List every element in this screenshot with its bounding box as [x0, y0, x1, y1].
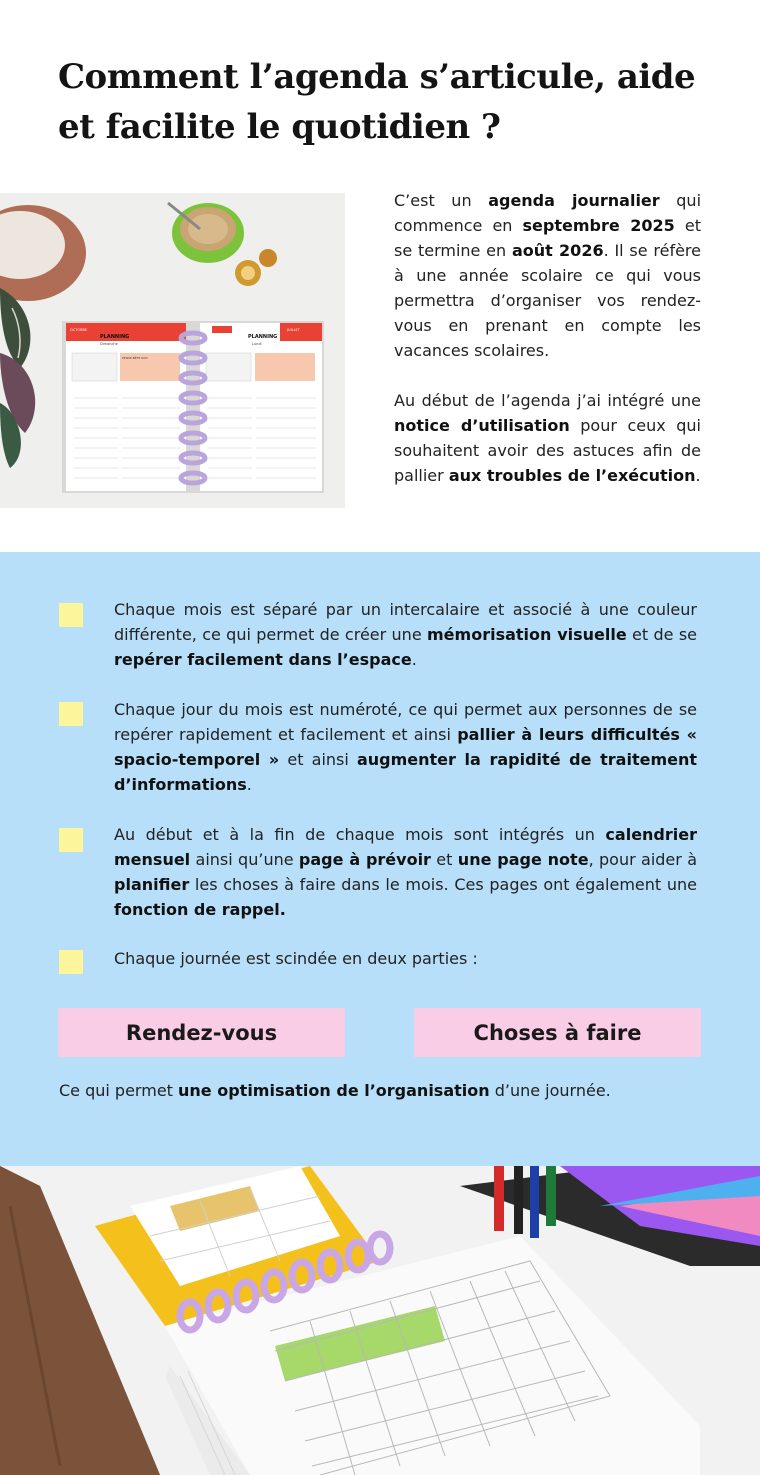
emphasis-text: planifier — [114, 875, 190, 894]
title-line-2: et facilite le quotidien ? — [58, 107, 501, 147]
intro-text — [394, 188, 701, 513]
planner-illustration — [0, 193, 345, 508]
title-line-1: Comment l’agenda s’articule, aide — [58, 57, 696, 97]
emphasis-text: fonction de rappel. — [114, 900, 286, 919]
emphasis-text: une page note — [457, 850, 589, 869]
emphasis-text: septembre 2025 — [522, 216, 675, 235]
emphasis-text: aux troubles de l’exécution — [448, 466, 696, 485]
emphasis-text: agenda journalier — [488, 191, 660, 210]
right-page-title: PLANNING — [248, 334, 278, 340]
body-text: ainsi qu’une — [190, 850, 299, 869]
body-text: , pour aider à — [588, 850, 698, 869]
intro-paragraph-1 — [394, 188, 701, 363]
left-reminder-label: PENSE-BÊTE RDV — [122, 356, 148, 360]
body-text: pour ceux qui souhaitent avoir des astuces afin de pallier — [394, 416, 701, 485]
body-text: . — [411, 650, 417, 669]
left-page-title: PLANNING — [100, 334, 130, 340]
feature-text — [114, 697, 697, 797]
calendar-illustration — [0, 1166, 760, 1475]
bullet-square-icon — [59, 603, 83, 627]
box-choses-a-faire: Choses à faire — [414, 1008, 701, 1057]
box-rendez-vous: Rendez-vous — [58, 1008, 345, 1057]
body-text: . — [246, 775, 252, 794]
body-text: Au début et à la fin de chaque mois sont intégrés un — [114, 825, 606, 844]
body-text: et se termine en — [394, 216, 702, 260]
body-text: d’une journée. — [489, 1081, 611, 1100]
body-text: Ce qui permet — [59, 1081, 179, 1100]
body-text: Au début de l’agenda j’ai intégré une — [394, 391, 701, 410]
emphasis-text: calendrier mensuel — [114, 825, 697, 869]
planner-photo — [0, 193, 345, 508]
body-text: . Il se réfère à une année scolaire ce qui vous permettra d’organiser vos rendez-vous en prenant en compte les vacances scolaires. — [394, 241, 701, 360]
bullet-square-icon — [59, 950, 83, 974]
body-text: Chaque mois est séparé par un intercalaire et associé à une couleur différente, ce qui permet de créer une — [114, 600, 697, 644]
body-text: qui commence en — [394, 191, 702, 235]
body-text: Chaque journée est scindée en deux parties : — [114, 949, 478, 968]
emphasis-text: août 2026 — [511, 241, 604, 260]
bullet-square-icon — [59, 828, 83, 852]
emphasis-text: notice d’utilisation — [394, 416, 570, 435]
emphasis-text: page à prévoir — [298, 850, 431, 869]
body-text: et — [430, 850, 458, 869]
intro-paragraph-2 — [394, 388, 701, 488]
right-day: Lundi — [252, 342, 262, 346]
left-month-tab: OCTOBRE — [70, 328, 88, 332]
calendar-photo — [0, 1166, 760, 1475]
emphasis-text: repérer facilement dans l’espace — [114, 650, 412, 669]
emphasis-text: pallier à leurs difficultés « spacio-temporel » — [114, 725, 698, 769]
feature-text — [114, 822, 697, 922]
body-text: C’est un — [394, 191, 489, 210]
feature-text — [114, 597, 697, 672]
conclusion-text — [59, 1078, 699, 1103]
body-text: et de se — [626, 625, 698, 644]
right-month-tab: JUILLET — [287, 328, 300, 332]
emphasis-text: une optimisation de l’organisation — [178, 1081, 490, 1100]
feature-text — [114, 946, 697, 971]
left-day: Dimanche — [100, 342, 118, 346]
body-text: Chaque jour du mois est numéroté, ce qui permet aux personnes de se repérer rapidement et facilement et ainsi — [114, 700, 697, 744]
body-text: les choses à faire dans le mois. Ces pages ont également une — [189, 875, 697, 894]
page-title — [58, 52, 718, 152]
body-text: et ainsi — [279, 750, 357, 769]
body-text: . — [695, 466, 701, 485]
emphasis-text: augmenter la rapidité de traitement d’informations — [114, 750, 698, 794]
emphasis-text: mémorisation visuelle — [427, 625, 627, 644]
bullet-square-icon — [59, 702, 83, 726]
